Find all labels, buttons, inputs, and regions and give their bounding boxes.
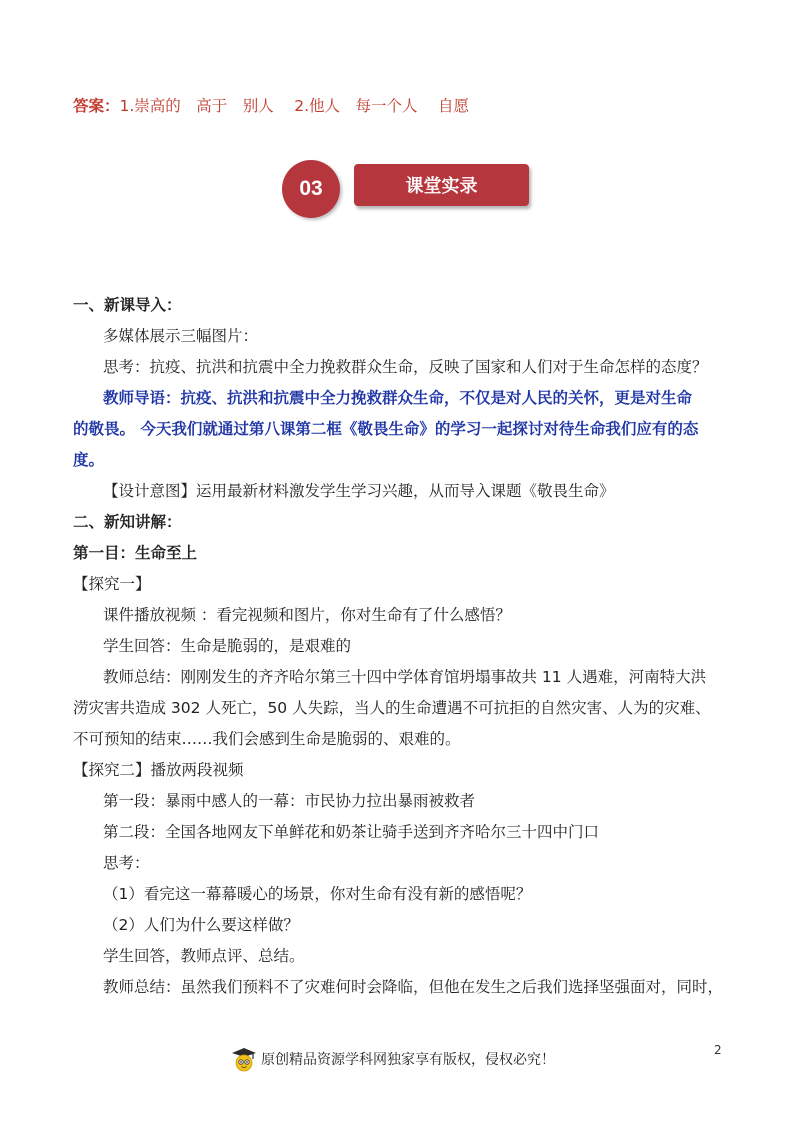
section-number-badge: 03 — [282, 160, 340, 218]
paragraph-line: 思考： — [103, 854, 150, 872]
footer-copyright: 原创精品资源学科网独家享有版权，侵权必究！ — [261, 1052, 555, 1068]
paragraph-line: 教师总结：虽然我们预料不了灾难何时会降临，但他在发生之后我们选择坚强面对，同时， — [103, 978, 724, 996]
paragraph-line: 涝灾害共造成 302 人死亡，50 人失踪，当人的生命遭遇不可抗拒的自然灾害、人为的灾难、 — [73, 699, 711, 717]
page-number: 2 — [714, 1043, 722, 1057]
teacher-guide-line: 的敬畏。 今天我们就通过第八课第二框《敬畏生命》的学习一起探讨对待生命我们应有的态 — [73, 420, 699, 438]
paragraph-line: 学生回答：生命是脆弱的，是艰难的 — [103, 637, 352, 655]
paragraph-line: 第一段：暴雨中感人的一幕：市民协力拉出暴雨被救者 — [103, 792, 476, 810]
heading-new-knowledge: 二、新知讲解： — [73, 513, 182, 531]
answer-line — [73, 95, 469, 117]
footer — [231, 1046, 555, 1072]
paragraph-line: 第二段：全国各地网友下单鲜花和奶茶让骑手送到齐齐哈尔三十四中门口 — [103, 823, 600, 841]
mascot-icon — [231, 1046, 257, 1072]
answer-label: 答案： — [73, 97, 120, 115]
answer-text: 1.崇高的 高于 别人 2.他人 每一个人 自愿 — [119, 97, 469, 115]
paragraph-line: 多媒体展示三幅图片： — [103, 327, 259, 345]
teacher-guide-line: 度。 — [73, 451, 105, 469]
teacher-guide-line: 教师导语：抗疫、抗洪和抗震中全力挽救群众生命，不仅是对人民的关怀，更是对生命 — [103, 389, 693, 407]
question-item: （2）人们为什么要这样做？ — [103, 916, 299, 934]
heading-intro: 一、新课导入： — [73, 296, 182, 314]
inquiry-two-label: 【探究二】播放两段视频 — [73, 761, 244, 779]
paragraph-line: 学生回答，教师点评、总结。 — [103, 947, 305, 965]
section-title: 课堂实录 — [354, 164, 529, 206]
paragraph-line: 思考：抗疫、抗洪和抗震中全力挽救群众生命，反映了国家和人们对于生命怎样的态度？ — [103, 358, 708, 376]
paragraph-line: 教师总结：刚刚发生的齐齐哈尔第三十四中学体育馆坍塌事故共 11 人遇难，河南特大洪 — [103, 668, 707, 686]
question-item: （1）看完这一幕幕暖心的场景，你对生命有没有新的感悟呢？ — [103, 885, 532, 903]
paragraph-line: 课件播放视频 ：看完视频和图片，你对生命有了什么感悟？ — [103, 606, 511, 624]
design-intent-line: 【设计意图】运用最新材料激发学生学习兴趣，从而导入课题《敬畏生命》 — [103, 482, 615, 500]
subheading-item-one: 第一目：生命至上 — [73, 544, 198, 562]
section-banner — [282, 160, 532, 218]
inquiry-one-label: 【探究一】 — [73, 575, 151, 593]
paragraph-line: 不可预知的结束……我们会感到生命是脆弱的、艰难的。 — [73, 730, 461, 748]
